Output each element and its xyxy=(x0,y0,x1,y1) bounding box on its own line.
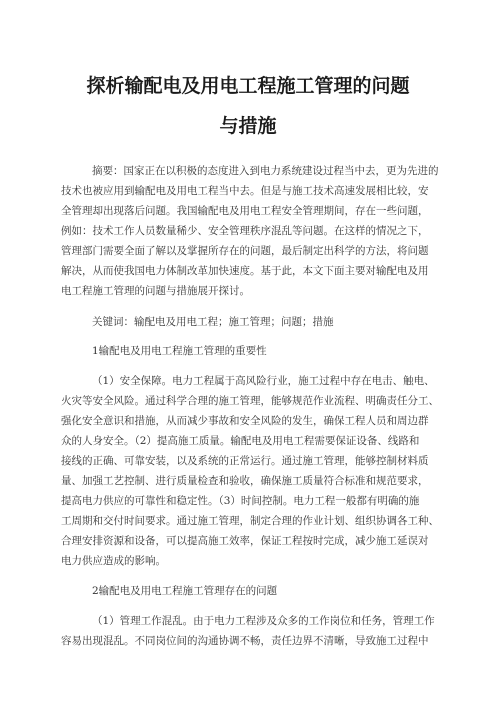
abstract-line: 例如：技术工作人员数量稀少、安全管理秩序混乱等问题。在这样的情况之下， xyxy=(61,225,429,237)
keywords-line: 关键词：输配电及用电工程；施工管理；问题；措施 xyxy=(92,316,334,328)
abstract-line: 电工程施工管理的问题与措施展开探讨。 xyxy=(61,285,250,297)
abstract-line: 管理部门需要全面了解以及掌握所存在的问题，最后制定出科学的方法，将问题 xyxy=(61,245,429,257)
abstract-line: 技术也被应用到输配电及用电工程当中去。但是与施工技术高速发展相比较，安 xyxy=(61,185,429,197)
abstract-line: 解决，从而使我国电力体制改革加快速度。基于此，本文下面主要对输配电及用 xyxy=(61,265,429,277)
section-heading-2: 2输配电及用电工程施工管理存在的问题 xyxy=(92,585,278,597)
body-line: 接线的正确、可靠安装，以及系统的正常运行。通过施工管理，能够控制材料质 xyxy=(61,455,429,467)
body-line: 量、加强工艺控制、进行质量检查和验收，确保施工质量符合标准和规范要求， xyxy=(61,475,429,487)
abstract-line: 摘要：国家正在以积极的态度进入到电力系统建设过程当中去，更为先进的 xyxy=(92,165,439,177)
section-heading-1: 1输配电及用电工程施工管理的重要性 xyxy=(92,345,267,357)
body-line: 合理安排资源和设备，可以提高施工效率，保证工程按时完成，减少施工延误对 xyxy=(61,535,429,547)
body-line: 容易出现混乱。不同岗位间的沟通协调不畅，责任边界不清晰，导致施工过程中 xyxy=(61,635,429,647)
document-title-line-1: 探析输配电及用电工程施工管理的问题 xyxy=(86,75,410,97)
body-line: 众的人身安全。（2）提高施工质量。输配电及用电工程需要保证设备、线路和 xyxy=(61,435,420,447)
body-line: （1）安全保障。电力工程属于高风险行业，施工过程中存在电击、触电、 xyxy=(92,375,435,387)
body-line: （1）管理工作混乱。由于电力工程涉及众多的工作岗位和任务，管理工作 xyxy=(92,615,435,627)
body-line: 强化安全意识和措施，从而减少事故和安全风险的发生，确保工程人员和周边群 xyxy=(61,415,429,427)
abstract-line: 全管理却出现落后问题。我国输配电及用电工程安全管理期间，存在一些问题， xyxy=(61,205,429,217)
body-line: 火灾等安全风险。通过科学合理的施工管理，能够规范作业流程、明确责任分工、 xyxy=(61,395,439,407)
body-line: 提高电力供应的可靠性和稳定性。（3）时间控制。电力工程一般都有明确的施 xyxy=(61,495,420,507)
body-line: 工周期和交付时间要求。通过施工管理，制定合理的作业计划、组织协调各工种、 xyxy=(61,515,439,527)
document-title-line-2: 与措施 xyxy=(219,115,277,137)
body-line: 电力供应造成的影响。 xyxy=(61,555,166,567)
